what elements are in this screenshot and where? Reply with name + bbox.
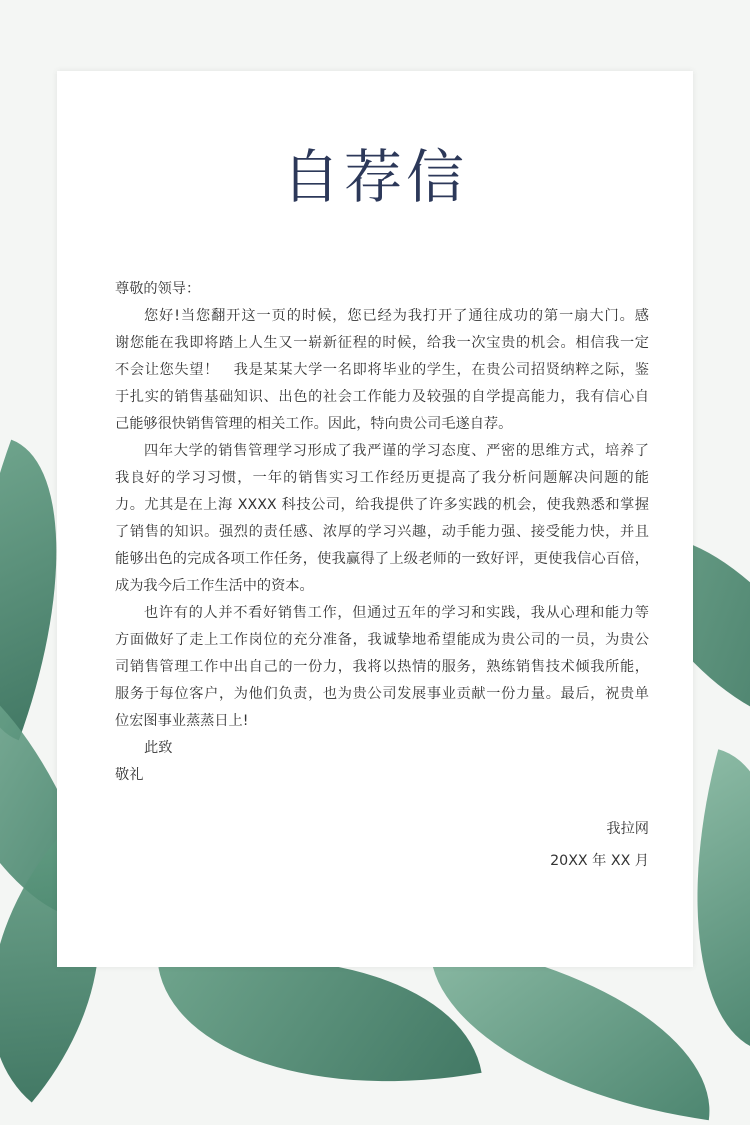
paragraph-line: 不会让您失望！ 我是某某大学一名即将毕业的学生，在贵公司招贤纳粹之际，鉴: [115, 362, 649, 378]
page-title: 自荐信: [281, 143, 468, 211]
letter-body: [115, 276, 649, 875]
paragraph: [115, 438, 649, 600]
date: 20XX 年 XX 月: [550, 853, 649, 869]
paragraph: [115, 600, 649, 735]
paragraph-line: 您好!当您翻开这一页的时候，您已经为我打开了通往成功的第一扇大门。感: [144, 308, 649, 324]
paragraph-line: 也许有的人并不看好销售工作，但通过五年的学习和实践，我从心理和能力等: [144, 605, 649, 621]
paragraph-line: 己能够很快销售管理的相关工作。因此，特向贵公司毛遂自荐。: [115, 416, 513, 432]
paragraph-line: 谢您能在我即将踏上人生又一崭新征程的时候，给我一次宝贵的机会。相信我一定: [115, 335, 649, 351]
paragraph-line: 力。尤其是在上海 XXXX 科技公司，给我提供了许多实践的机会，使我熟悉和掌握: [115, 497, 649, 513]
paragraph-line: 司销售管理工作中出自己的一份力，我将以热情的服务，熟练销售技术倾我所能，: [115, 659, 649, 675]
closing-regards: 敬礼: [115, 767, 144, 783]
paragraph-line: 于扎实的销售基础知识、出色的社会工作能力及较强的自学提高能力，我有信心自: [115, 389, 649, 405]
paragraph-line: 我良好的学习习惯，一年的销售实习工作经历更提高了我分析问题解决问题的能: [115, 470, 649, 486]
closing-salutation: 此致: [144, 740, 173, 756]
paragraph: [115, 303, 649, 438]
signature: 我拉网: [606, 821, 649, 837]
paragraph-line: 能够出色的完成各项工作任务，使我赢得了上级老师的一致好评，更使我信心百倍，: [115, 551, 649, 567]
paragraph-line: 位宏图事业蒸蒸日上!: [115, 713, 249, 729]
paragraph-line: 成为我今后工作生活中的资本。: [115, 578, 314, 594]
paragraph-line: 四年大学的销售管理学习形成了我严谨的学习态度、严密的思维方式，培养了: [144, 443, 649, 459]
paragraph-line: 方面做好了走上工作岗位的充分准备，我诚挚地希望能成为贵公司的一员，为贵公: [115, 632, 649, 648]
greeting: 尊敬的领导：: [115, 281, 201, 297]
paragraph-line: 了销售的知识。强烈的责任感、浓厚的学习兴趣，动手能力强、接受能力快，并且: [115, 524, 649, 540]
paragraph-line: 服务于每位客户，为他们负责，也为贵公司发展事业贡献一份力量。最后，祝贵单: [115, 686, 649, 702]
